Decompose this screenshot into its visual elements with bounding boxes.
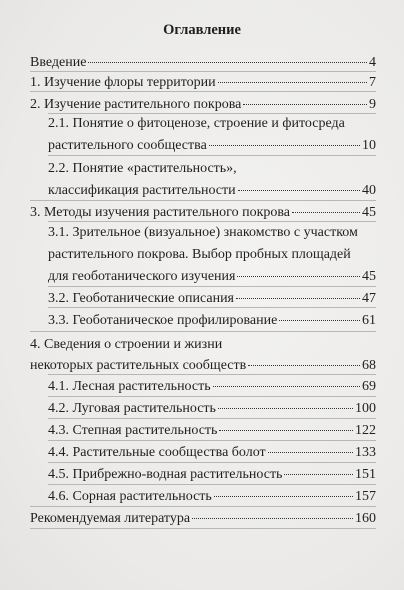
- toc-entry-3-2[interactable]: [48, 290, 376, 307]
- dot-leader: [284, 474, 353, 475]
- divider: [30, 71, 376, 72]
- toc-title: Оглавление: [163, 22, 241, 38]
- toc-entry-3-1[interactable]: [48, 224, 376, 285]
- divider: [30, 506, 376, 507]
- toc-entry-line: 2.2. Понятие «растительность»,: [48, 161, 237, 176]
- toc-entry-label: некоторых растительных сообществ: [30, 358, 247, 373]
- divider: [30, 91, 376, 92]
- toc-entry-line: растительного покрова. Выбор пробных площадей: [48, 247, 351, 262]
- toc-page-number: 157: [355, 489, 376, 504]
- toc-page-number: 4: [369, 55, 376, 70]
- toc-page-number: 45: [362, 269, 376, 284]
- toc-entry-label: классификация растительности: [48, 183, 236, 198]
- dot-leader: [218, 82, 367, 83]
- toc-page-number: 9: [369, 97, 376, 112]
- toc-entry-2[interactable]: [30, 96, 376, 113]
- divider: [30, 331, 376, 332]
- toc-entry-label: 3. Методы изучения растительного покрова: [30, 205, 291, 220]
- toc-entry-label: 4.3. Степная растительность: [48, 423, 218, 438]
- toc-entry-2-2[interactable]: [48, 160, 376, 199]
- toc-entry-label: 4.5. Прибрежно-водная растительность: [48, 467, 283, 482]
- toc-page-number: 47: [362, 291, 376, 306]
- toc-page-number: 160: [355, 511, 376, 526]
- toc-page-number: 68: [362, 358, 376, 373]
- divider: [30, 528, 376, 529]
- table-of-contents: [30, 0, 376, 590]
- toc-entry-label: растительного сообщества: [48, 138, 207, 153]
- toc-entry-4[interactable]: [30, 336, 376, 374]
- dot-leader: [268, 452, 353, 453]
- toc-page-number: 10: [362, 138, 376, 153]
- toc-entry-label: 4.1. Лесная растительность: [48, 379, 211, 394]
- divider: [48, 221, 376, 222]
- divider: [48, 286, 376, 287]
- toc-entry-label: 1. Изучение флоры территории: [30, 75, 216, 90]
- toc-entry-label: Рекомендуемая литература: [30, 511, 191, 526]
- toc-entry-4-6[interactable]: [48, 488, 376, 505]
- toc-page-number: 133: [355, 445, 376, 460]
- toc-entry-label: Введение: [30, 55, 87, 70]
- divider: [48, 484, 376, 485]
- toc-entry-4-2[interactable]: [48, 400, 376, 417]
- dot-leader: [237, 276, 360, 277]
- dot-leader: [243, 104, 367, 105]
- toc-page-number: 122: [355, 423, 376, 438]
- toc-entry-4-4[interactable]: [48, 444, 376, 461]
- toc-page-number: 151: [355, 467, 376, 482]
- divider: [48, 440, 376, 441]
- divider: [48, 374, 376, 375]
- divider: [48, 396, 376, 397]
- toc-entry-line: 3.1. Зрительное (визуальное) знакомство с участком: [48, 225, 358, 240]
- toc-page-number: 7: [369, 75, 376, 90]
- toc-entry-3-3[interactable]: [48, 312, 376, 329]
- divider: [48, 155, 376, 156]
- toc-entry-line: 2.1. Понятие о фитоценозе, строение и фитосреда: [48, 116, 345, 131]
- dot-leader: [209, 145, 360, 146]
- toc-page-number: 69: [362, 379, 376, 394]
- toc-entry-3[interactable]: [30, 204, 376, 221]
- toc-page-number: 61: [362, 313, 376, 328]
- divider: [48, 307, 376, 308]
- dot-leader: [214, 496, 353, 497]
- toc-entry-label: для геоботанического изучения: [48, 269, 236, 284]
- dot-leader: [236, 298, 360, 299]
- toc-entry-intro[interactable]: [30, 54, 376, 71]
- toc-entry-label: 4.2. Луговая растительность: [48, 401, 216, 416]
- toc-entry-label: 4.6. Сорная растительность: [48, 489, 212, 504]
- toc-entry-4-1[interactable]: [48, 378, 376, 395]
- dot-leader: [238, 190, 360, 191]
- dot-leader: [279, 320, 360, 321]
- toc-entry-label: 4.4. Растительные сообщества болот: [48, 445, 266, 460]
- dot-leader: [88, 62, 367, 63]
- toc-entry-references[interactable]: [30, 510, 376, 527]
- toc-entry-4-3[interactable]: [48, 422, 376, 439]
- toc-entry-line: 4. Сведения о строении и жизни: [30, 337, 223, 352]
- divider: [30, 200, 376, 201]
- toc-page-number: 45: [362, 205, 376, 220]
- toc-entry-label: 3.2. Геоботанические описания: [48, 291, 234, 306]
- toc-entry-4-5[interactable]: [48, 466, 376, 483]
- dot-leader: [218, 408, 353, 409]
- toc-entry-2-1[interactable]: [48, 115, 376, 154]
- toc-entry-label: 2. Изучение растительного покрова: [30, 97, 242, 112]
- dot-leader: [248, 365, 360, 366]
- dot-leader: [292, 212, 360, 213]
- toc-entry-label: 3.3. Геоботаническое профилирование: [48, 313, 278, 328]
- toc-page-number: 100: [355, 401, 376, 416]
- dot-leader: [219, 430, 353, 431]
- toc-entry-1[interactable]: [30, 74, 376, 91]
- divider: [48, 113, 376, 114]
- toc-page-number: 40: [362, 183, 376, 198]
- dot-leader: [192, 518, 353, 519]
- divider: [48, 462, 376, 463]
- divider: [48, 418, 376, 419]
- dot-leader: [213, 386, 360, 387]
